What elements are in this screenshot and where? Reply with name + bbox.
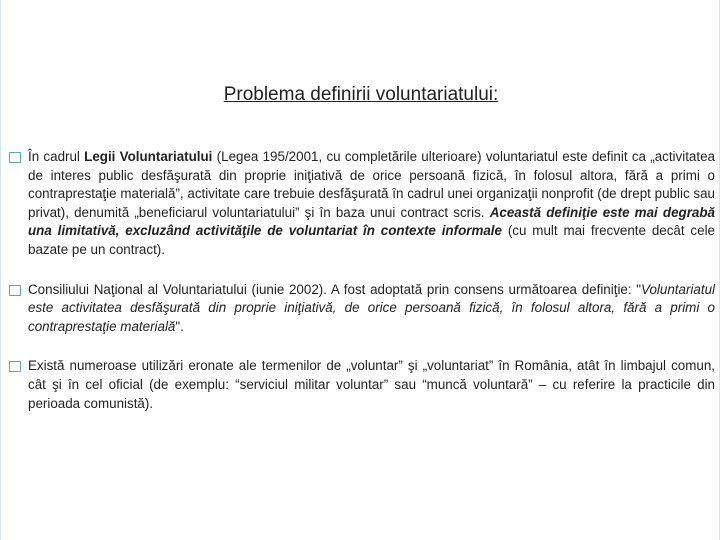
square-bullet-icon [9,152,21,163]
bullet-text: Există numeroase utilizări eronate ale termenilor de „voluntar” şi „voluntariat” în România, atât în limbajul comun, cât şi în cel oficial (de exemplu: “serviciul militar voluntar” sau “muncă voluntară” – cu referire la practicile din perioada comunistă). [28,358,715,411]
bullet-item [9,357,715,413]
square-bullet-icon [9,361,21,372]
bullet-list [9,148,715,434]
bullet-item [9,148,715,260]
bullet-item [9,281,715,337]
slide-title: Problema definirii voluntariatului: [223,84,499,105]
square-bullet-icon [9,285,21,296]
bullet-text: Consiliului Naţional al Voluntariatului (iunie 2002). A fost adoptată prin consens următoarea definiţie: "Voluntariatul este activitatea desfăşurată din proprie iniţiativă, de orice persoană fizică, în folosul altora, fără a primi o contraprestaţie materială". [28,281,715,334]
bullet-text: În cadrul Legii Voluntariatului (Legea 195/2001, cu completările ulterioare) voluntariatul este definit ca „activitatea de interes public desfăşurată din proprie iniţiativă de orice persoană fizică, în folosul altora, fără a primi o contraprestaţie materială”, activitate care trebuie desfăşurată în cadrul unei organizaţii nonprofit (de drept public sau privat), denumită „beneficiarul voluntariatului” şi în baza unui contract scris. Această definiţie este mai degrabă una limitativă, excluzând activităţile de voluntariat în contexte informale (cu mult mai frecvente decât cele bazate pe un contract). [28,149,716,257]
